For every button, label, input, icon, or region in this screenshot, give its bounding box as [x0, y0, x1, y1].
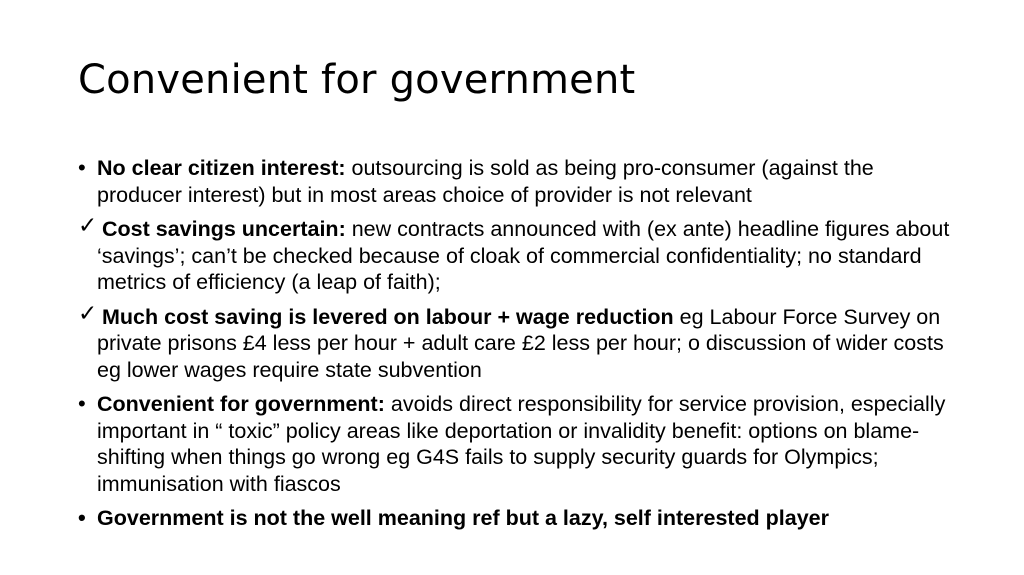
bullet-dot-icon: •	[78, 505, 86, 530]
bullet-lead: Much cost saving is levered on labour + wage reduction	[102, 304, 674, 329]
bullet-lead: Cost savings uncertain:	[102, 217, 346, 241]
bullet-list	[78, 155, 958, 540]
bullet-lead: Convenient for government:	[97, 392, 385, 416]
bullet-text: new contracts announced with (ex ante) headline figures about ‘savings’; can’t be checked because of cloak of commercial confidentiality; no standard metrics of efficiency (a leap of faith);	[97, 217, 950, 294]
bullet-text: eg Labour Force Survey on private prisons £4 less per hour + adult care £2 less per hour; o discussion of wider costs eg lower wages require state subvention	[97, 304, 944, 382]
bullet-lead: Government is not the well meaning ref but a lazy, self interested player	[97, 506, 829, 530]
checkmark-icon: ✓	[78, 213, 98, 239]
bullet-text: avoids direct responsibility for service provision, especially important in “ toxic” policy areas like deportation or invalidity benefit: options on blame-shifting when things go wrong eg G4S fails to supply security guards for Olympics; immunisation with fiascos	[97, 392, 946, 496]
bullet-item	[78, 213, 958, 296]
bullet-item	[78, 391, 958, 497]
bullet-item	[78, 300, 958, 384]
bullet-lead: No clear citizen interest:	[97, 156, 346, 180]
bullet-item	[78, 155, 958, 208]
slide-title: Convenient for government	[78, 57, 636, 103]
bullet-dot-icon: •	[78, 155, 86, 180]
bullet-dot-icon: •	[78, 391, 86, 416]
checkmark-icon: ✓	[78, 300, 98, 327]
bullet-item	[78, 505, 958, 532]
bullet-text: outsourcing is sold as being pro-consumer (against the producer interest) but in most areas choice of provider is not relevant	[97, 156, 874, 207]
